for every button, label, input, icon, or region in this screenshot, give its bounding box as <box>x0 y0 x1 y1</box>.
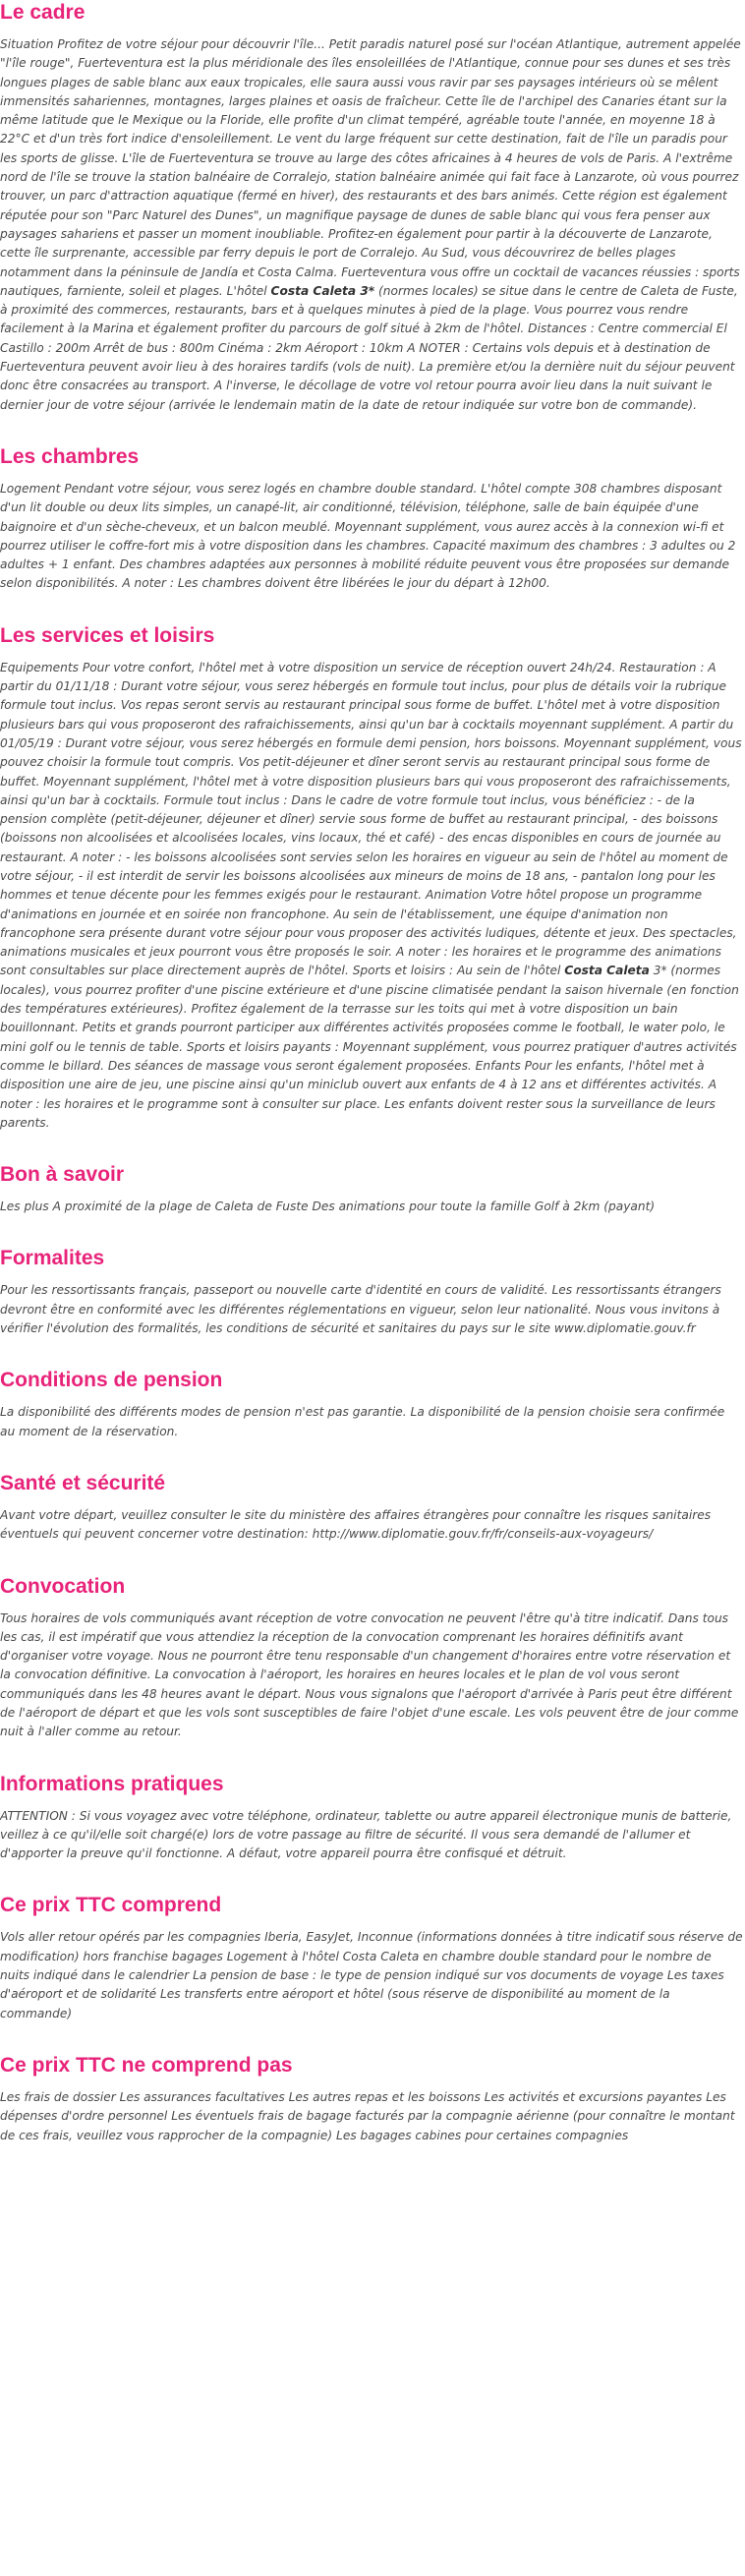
section-convocation <box>0 1574 745 1742</box>
section-conditions-pension <box>0 1368 745 1441</box>
section-body: Equipements Pour votre confort, l'hôtel met à votre disposition un service de réception ouvert 24h/24. Restauration : A partir du 01/11/18 : Durant votre séjour, vous serez hébergés en formule tout inclus, pour plus de détails voir la rubrique formule tout inclus. Vos repas seront servis au restaurant principal sous forme de buffet. L'hôtel met à votre disposition plusieurs bars qui vous proposeront des rafraichissements, ainsi qu'un bar à cocktails moyennant supplément. A partir du 01/05/19 : Durant votre séjour, vous serez hébergés en formule demi pension, hors boissons. Moyennant supplément, vous pouvez choisir la formule tout compris. Vos petit-déjeuner et dîner seront servis au restaurant principal sous forme de buffet. Moyennant supplément, l'hôtel met à votre disposition plusieurs bars qui vous proposeront des rafraichissements, ainsi qu'un bar à cocktails. Formule tout inclus : Dans le cadre de votre formule tout inclus, vous bénéficiez : - de la pension complète (petit-déjeuner, déjeuner et dîner) servie sous forme de buffet au restaurant principal, - des boissons (boissons non alcoolisées et alcoolisées locales, vins locaux, thé et café) - des encas disponibles en cours de journée au restaurant. A noter : - les boissons alcoolisées sont servies selon les horaires en vigueur au sein de l'hôtel au moment de votre séjour, - il est interdit de servir les boissons alcoolisées aux mineurs de moins de 18 ans, - pantalon long pour les hommes et tenue décente pour les femmes exigés pour le restaurant. Animation Votre hôtel propose un programme d'animations en journée et en soirée non francophone. Au sein de l'établissement, une équipe d'animation non francophone sera présente durant votre séjour pour vous proposer des activités ludiques, détente et jeux. Des spectacles, animations musicales et jeux pourront vous être proposés le soir. A noter : les horaires et le programme des animations sont consultables sur place directement auprès de l'hôtel. Sports et loisirs : Au sein de l'hôtel Costa Caleta 3* (normes locales), vous pourrez profiter d'une piscine extérieure et d'une piscine climatisée pendant la saison hivernale (en fonction des températures extérieures). Profitez également de la terrasse sur les toits qui met à votre disposition un bain bouillonnant. Petits et grands pourront participer aux différentes activités proposées comme le football, le water polo, le mini golf ou le tennis de table. Sports et loisirs payants : Moyennant supplément, vous pourrez pratiquer d'autres activités comme le billard. Des séances de massage vous seront également proposées. Enfants Pour les enfants, l'hôtel met à disposition une aire de jeu, une piscine ainsi qu'un miniclub ouvert aux enfants de 4 à 12 ans et différentes activités. A noter : les horaires et le programme sont à consulter sur place. Les enfants doivent rester sous la surveillance de leurs parents. <box>0 660 742 1130</box>
section-prix-ne-comprend-pas <box>0 2053 745 2145</box>
hotel-name: Costa Caleta 3* <box>270 283 375 298</box>
section-title: Formalites <box>0 1247 105 1270</box>
section-body: ATTENTION : Si vous voyagez avec votre téléphone, ordinateur, tablette ou autre appareil électronique munis de batterie, veillez à ce qu'il/elle soit chargé(e) lors de votre passage au filtre de sécurité. Il vous sera demandé de l'allumer et d'apporter la preuve qu'il fonctionne. A défaut, votre appareil pourra être confisqué et détruit. <box>0 1808 732 1861</box>
section-title: Conditions de pension <box>0 1369 223 1392</box>
section-title: Convocation <box>0 1574 126 1598</box>
section-body: Les frais de dossier Les assurances facultatives Les autres repas et les boissons Les activités et excursions payantes Les dépenses d'ordre personnel Les éventuels frais de bagage facturés par la compagnie aérienne (pour connaître le montant de ces frais, veuillez vous rapprocher de la compagnie) Les bagages cabines pour certaines compagnies <box>0 2089 735 2142</box>
section-title: Les services et loisirs <box>0 623 215 647</box>
section-body: Pour les ressortissants français, passeport ou nouvelle carte d'identité en cours de validité. Les ressortissants étrangers devront être en conformité avec les différentes réglementations en vigueur, selon leur nationalité. Nous vous invitons à vérifier l'évolution des formalités, les conditions de sécurité et sanitaires du pays sur le site www.diplomatie.gouv.fr <box>0 1283 721 1336</box>
section-title: Bon à savoir <box>0 1163 125 1187</box>
section-title: Ce prix TTC comprend <box>0 1894 222 1917</box>
section-title: Informations pratiques <box>0 1772 224 1795</box>
section-body: Vols aller retour opérés par les compagnies Iberia, EasyJet, Inconnue (informations données à titre indicatif sous réserve de modification) hors franchise bagages Logement à l'hôtel Costa Caleta en chambre double standard pour le nombre de nuits indiqué dans le calendrier La pension de base : le type de pension indiqué sur vos documents de voyage Les taxes d'aéroport et de solidarité Les transferts entre aéroport et hôtel (sous réserve de disponibilité au moment de la commande) <box>0 1930 743 2020</box>
section-body: Logement Pendant votre séjour, vous serez logés en chambre double standard. L'hôtel compte 308 chambres disposant d'un lit double ou deux lits simples, un canapé-lit, air conditionné, télévision, téléphone, salle de bain équipée d'une baignoire et d'un sèche-cheveux, et un balcon meublé. Moyennant supplément, vous aurez accès à la connexion wi-fi et pourrez utiliser le coffre-fort mis à votre disposition dans les chambres. Capacité maximum des chambres : 3 adultes ou 2 adultes + 1 enfant. Des chambres adaptées aux personnes à mobilité réduite peuvent vous être proposées sur demande selon disponibilités. A noter : Les chambres doivent être libérées le jour du départ à 12h00. <box>0 481 736 591</box>
section-title: Ce prix TTC ne comprend pas <box>0 2053 293 2077</box>
section-title: Santé et sécurité <box>0 1471 166 1494</box>
section-cadre <box>0 0 745 415</box>
section-title: Les chambres <box>0 444 140 468</box>
section-prix-comprend <box>0 1893 745 2022</box>
section-sante-securite <box>0 1471 745 1545</box>
section-chambres <box>0 444 745 594</box>
section-bon-a-savoir <box>0 1162 745 1216</box>
section-informations-pratiques <box>0 1772 745 1864</box>
section-formalites <box>0 1246 745 1338</box>
section-body: La disponibilité des différents modes de pension n'est pas garantie. La disponibilité de la pension choisie sera confirmée au moment de la réservation. <box>0 1405 725 1438</box>
section-title: Le cadre <box>0 1 86 24</box>
section-body: Tous horaires de vols communiqués avant réception de votre convocation ne peuvent l'être qu'à titre indicatif. Dans tous les cas, il est impératif que vous attendiez la réception de la convocation comprenant les horaires définitifs avant d'organiser votre voyage. Nous ne pourront être tenu responsable d'un changement d'horaires entre votre réservation et la convocation définitive. La convocation à l'aéroport, les horaires en heures locales et le plan de vol vous seront communiqués dans les 48 heures avant le départ. Nous vous signalons que l'aéroport d'arrivée à Paris peut être différent de l'aéroport de départ et que les vols sont susceptibles de faire l'objet d'une escale. Les vols peuvent être de jour comme nuit à l'aller comme au retour. <box>0 1610 739 1739</box>
section-services <box>0 623 745 1133</box>
hotel-name: Costa Caleta <box>564 964 650 978</box>
section-body: Avant votre départ, veuillez consulter le site du ministère des affaires étrangères pour connaître les risques sanitaires éventuels qui peuvent concerner votre destination: http://www.diplomatie.gouv.fr/fr/conseils-aux-voyageurs/ <box>0 1507 712 1542</box>
section-body: Les plus A proximité de la plage de Caleta de Fuste Des animations pour toute la famille Golf à 2km (payant) <box>0 1200 656 1214</box>
section-body: Situation Profitez de votre séjour pour découvrir l'île... Petit paradis naturel posé sur l'océan Atlantique, autrement appelée "l'île rouge", Fuerteventura est la plus méridionale des îles ensoleillées de l'Atlantique, connue pour ses dunes et ses très longues plages de sable blanc aux eaux tropicales, elle saura aussi vous ravir par ses paysages intérieurs où se mêlent immensités sahariennes, montagnes, larges plaines et oasis de fraîcheur. Cette île de l'archipel des Canaries étant sur la même latitude que le Mexique ou la Floride, elle profite d'un climat tempéré, agréable toute l'année, en moyenne 18 à 22°C et d'un très fort indice d'ensoleillement. Le vent du large fréquent sur cette destination, fait de l'île un paradis pour les sports de glisse. L'île de Fuerteventura se trouve au large des côtes africaines à 4 heures de vols de Paris. A l'extrême nord de l'île se trouve la station balnéaire de Corralejo, station balnéaire animée qui fait face à Lanzarote, où vous pourrez trouver, un parc d'attraction aquatique (fermé en hiver), des restaurants et des bars animés. Cette région est également réputée pour son "Parc Naturel des Dunes", un magnifique paysage de dunes de sable blanc qui vous fera penser aux paysages sahariens et passer un moment inoubliable. Profitez-en également pour partir à la découverte de Lanzarote, cette île surprenante, accessible par ferry depuis le port de Corralejo. Au Sud, vous découvrirez de belles plages notamment dans la péninsule de Jandía et Costa Calma. Fuerteventura vous offre un cocktail de vacances réussies : sports nautiques, farniente, soleil et plages. L'hôtel Costa Caleta 3* (normes locales) se situe dans le centre de Caleta de Fuste, à proximité des commerces, restaurants, bars et à quelques minutes à pied de la plage. Vous pourrez vous rendre facilement à la Marina et également profiter du parcours de golf situé à 2km de l'hôtel. Distances : Centre commercial El Castillo : 200m Arrêt de bus : 800m Cinéma : 2km Aéroport : 10km A NOTER : Certains vols depuis et à destination de Fuerteventura peuvent avoir lieu à des horaires tardifs (vols de nuit). La première et/ou la dernière nuit du séjour peuvent donc être consacrées au transport. A l'inverse, le décollage de votre vol retour pourra avoir lieu dans la nuit suivant le dernier jour de votre séjour (arrivée le lendemain matin de la date de retour indiquée sur votre bon de commande). <box>0 37 741 412</box>
